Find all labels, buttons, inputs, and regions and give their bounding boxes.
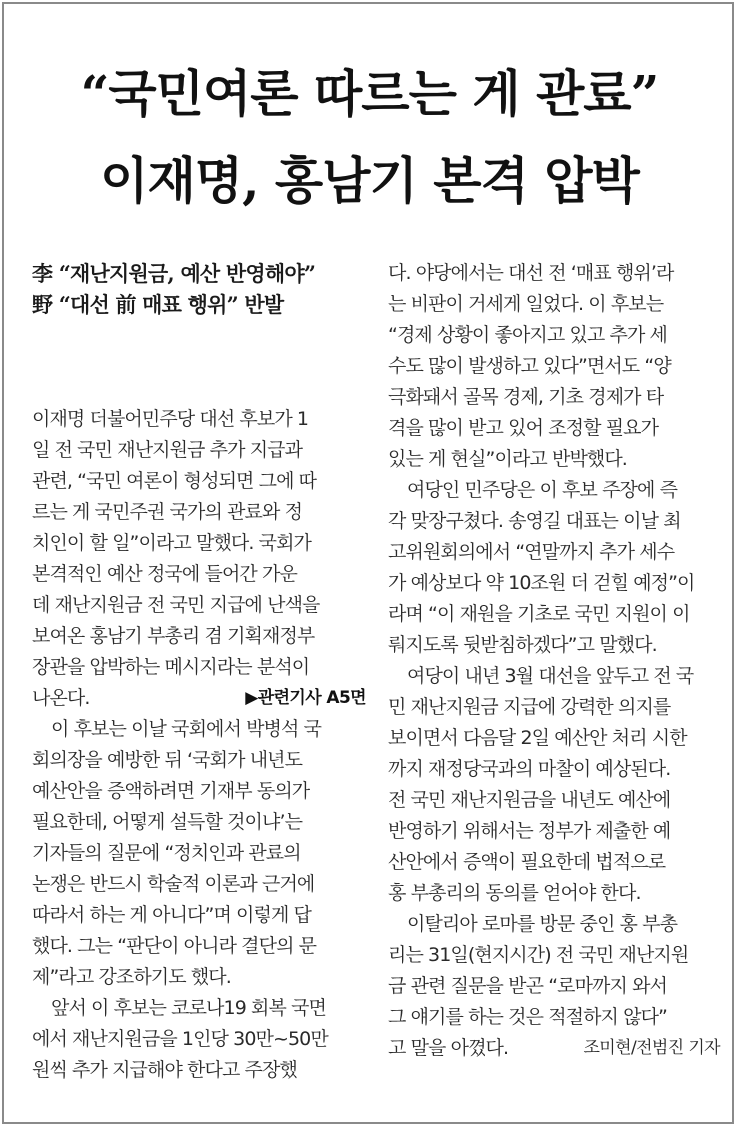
related-article-link[interactable] bbox=[245, 683, 366, 714]
body-line: 있는 게 현실”이라고 반박했다. bbox=[388, 448, 627, 470]
body-line: 르는 게 국민주권 국가의 관료와 정 bbox=[32, 501, 303, 523]
article-body-left bbox=[32, 404, 370, 1086]
right-column bbox=[388, 258, 726, 1064]
body-line: 이탈리아 로마를 방문 중인 홍 부총 bbox=[407, 913, 678, 935]
body-line: 는 비판이 거세게 일었다. 이 후보는 bbox=[388, 293, 664, 315]
body-line: 이 후보는 이날 국회에서 박병석 국 bbox=[51, 718, 322, 740]
body-line: 수도 많이 발생하고 있다”면서도 “양 bbox=[388, 355, 671, 377]
body-line: 전 국민 재난지원금을 내년도 예산에 bbox=[388, 789, 671, 811]
body-line: 예산안을 증액하려면 기재부 동의가 bbox=[32, 780, 310, 802]
related-article-label: 관련기사 A5면 bbox=[257, 688, 366, 708]
body-line: 극화돼서 골목 경제, 기초 경제가 타 bbox=[388, 386, 664, 408]
body-line: 관련, “국민 여론이 형성되면 그에 따 bbox=[32, 470, 317, 492]
body-line-with-related bbox=[32, 683, 370, 714]
triangle-right-icon: ▶ bbox=[245, 688, 258, 708]
body-line: 앞서 이 후보는 코로나19 회복 국면 bbox=[51, 997, 326, 1019]
headline-line-2: 이재명, 홍남기 본격 압박 bbox=[100, 151, 639, 210]
headline-line-1: “국민여론 따르는 게 관료” bbox=[80, 64, 659, 123]
subhead-spacer bbox=[32, 332, 370, 404]
body-line: 보이면서 다음달 2일 예산안 처리 시한 bbox=[388, 727, 687, 749]
body-line: 라며 “이 재원을 기초로 국민 지원이 이 bbox=[388, 603, 690, 625]
body-line: 회의장을 예방한 뒤 ‘국회가 내년도 bbox=[32, 749, 303, 771]
body-line-with-byline bbox=[388, 1033, 726, 1064]
body-line: 제”라고 강조하기도 했다. bbox=[32, 966, 231, 988]
body-line: 홍 부총리의 동의를 얻어야 한다. bbox=[388, 882, 641, 904]
body-line: 뤄지도록 뒷받침하겠다”고 말했다. bbox=[388, 634, 657, 656]
body-line: 여당이 내년 3월 대선을 앞두고 전 국 bbox=[407, 665, 694, 687]
body-line: 다. 야당에서는 대선 전 ‘매표 행위’라 bbox=[388, 262, 674, 284]
body-line: 이재명 더불어민주당 대선 후보가 1 bbox=[32, 408, 309, 430]
body-line: 본격적인 예산 정국에 들어간 가운 bbox=[32, 563, 297, 585]
left-column bbox=[32, 258, 370, 1086]
body-line: 가 예상보다 약 10조원 더 걷힐 예정”이 bbox=[388, 572, 695, 594]
body-line-text: 나온다. bbox=[32, 687, 90, 709]
body-line: 보여온 홍남기 부총리 겸 기획재정부 bbox=[32, 625, 315, 647]
body-line: 까지 재정당국과의 마찰이 예상된다. bbox=[388, 758, 671, 780]
body-line: 반영하기 위해서는 정부가 제출한 예 bbox=[388, 820, 671, 842]
byline: 조미현/전범진 기자 bbox=[583, 1038, 720, 1058]
body-line: 따라서 하는 게 아니다”며 이렇게 답 bbox=[32, 904, 311, 926]
body-line-text: 고 말을 아꼈다. bbox=[388, 1037, 509, 1059]
body-line: 일 전 국민 재난지원금 추가 지급과 bbox=[32, 439, 303, 461]
body-line: 격을 많이 받고 있어 조정할 필요가 bbox=[388, 417, 659, 439]
headline bbox=[0, 50, 739, 224]
body-line: 원씩 추가 지급해야 한다고 주장했 bbox=[32, 1059, 297, 1081]
body-line: 필요한데, 어떻게 설득할 것이냐’는 bbox=[32, 811, 303, 833]
body-line: “경제 상황이 좋아지고 있고 추가 세 bbox=[388, 324, 667, 346]
body-line: 했다. 그는 “판단이 아니라 결단의 문 bbox=[32, 935, 317, 957]
body-line: 여당인 민주당은 이 후보 주장에 즉 bbox=[407, 479, 678, 501]
body-line: 기자들의 질문에 “정치인과 관료의 bbox=[32, 842, 301, 864]
body-line: 에서 재난지원금을 1인당 30만~50만 bbox=[32, 1028, 328, 1050]
subheadline bbox=[32, 258, 370, 320]
body-line: 논쟁은 반드시 학술적 이론과 근거에 bbox=[32, 873, 315, 895]
body-line: 각 맞장구쳤다. 송영길 대표는 이날 최 bbox=[388, 510, 681, 532]
body-line: 산안에서 증액이 필요한데 법적으로 bbox=[388, 851, 666, 873]
body-line: 그 얘기를 하는 것은 적절하지 않다” bbox=[388, 1006, 667, 1028]
body-line: 치인이 할 일”이라고 말했다. 국회가 bbox=[32, 532, 311, 554]
subheadline-line-1: 李 “재난지원금, 예산 반영해야” bbox=[32, 261, 316, 286]
body-line: 리는 31일(현지시간) 전 국민 재난지원 bbox=[388, 944, 689, 966]
body-line: 고위원회의에서 “연말까지 추가 세수 bbox=[388, 541, 675, 563]
body-line: 데 재난지원금 전 국민 지급에 난색을 bbox=[32, 594, 320, 616]
body-line: 장관을 압박하는 메시지라는 분석이 bbox=[32, 656, 310, 678]
subheadline-line-2: 野 “대선 前 매표 행위” 반발 bbox=[32, 292, 284, 317]
body-line: 민 재난지원금 지급에 강력한 의지를 bbox=[388, 696, 671, 718]
body-line: 금 관련 질문을 받곤 “로마까지 와서 bbox=[388, 975, 667, 997]
article-body-right bbox=[388, 258, 726, 1064]
